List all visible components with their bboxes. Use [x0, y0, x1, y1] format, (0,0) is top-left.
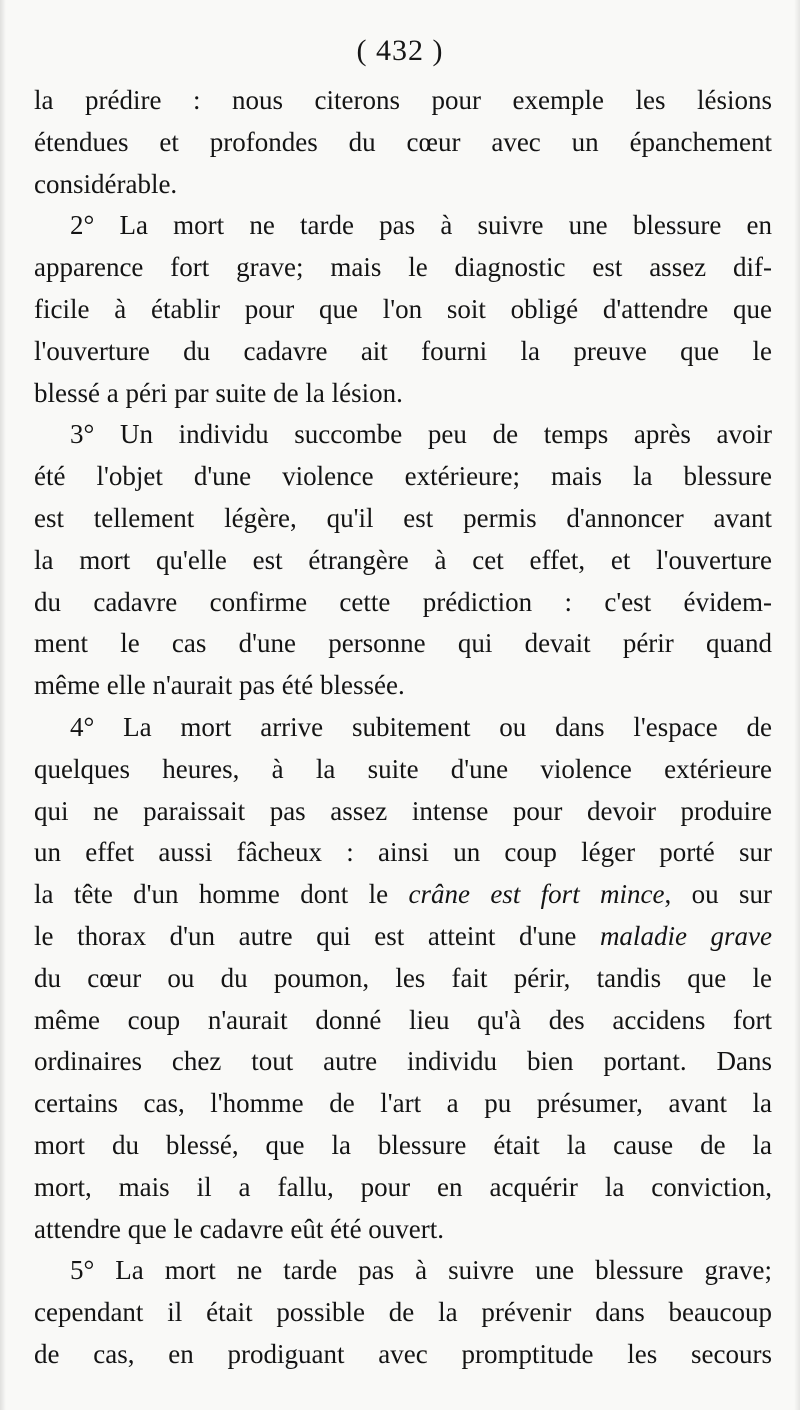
italic-phrase: maladie grave — [599, 920, 772, 951]
text-fragment: la tête d'un homme dont le — [34, 879, 409, 910]
text-line: apparence fort grave; mais le diagnostic est assez dif- — [34, 252, 772, 283]
text-line: même coup n'aurait donné lieu qu'à des accidens fort — [34, 1004, 772, 1035]
text-line: mort du blessé, que la blessure était la cause de la — [34, 1129, 772, 1160]
text-line: est tellement légère, qu'il est permis d'annoncer avant — [34, 502, 772, 533]
text-line: été l'objet d'une violence extérieure; mais la blessure — [34, 461, 772, 492]
text-line: cependant il était possible de la prévenir dans beaucoup — [34, 1297, 772, 1328]
text-line: même elle n'aurait pas été blessée. — [34, 670, 405, 701]
paragraph-5-first-line: 5° La mort ne tarde pas à suivre une blessure grave; — [70, 1255, 772, 1286]
page-shadow-right — [794, 0, 800, 1410]
text-line: quelques heures, à la suite d'une violence extérieure — [34, 753, 772, 784]
text-line: attendre que le cadavre eût été ouvert. — [34, 1213, 445, 1244]
page-shadow-left — [0, 0, 6, 1410]
text-line: qui ne paraissait pas assez intense pour devoir produire — [34, 795, 772, 826]
text-line: mort, mais il a fallu, pour en acquérir la conviction, — [34, 1171, 772, 1202]
text-line-with-italic — [34, 874, 772, 916]
text-line: la mort qu'elle est étrangère à cet effet, et l'ouverture — [34, 544, 772, 575]
text-fragment: le thorax d'un autre qui est atteint d'une — [34, 920, 600, 951]
italic-phrase: crâne est fort mince — [408, 879, 665, 910]
body-text — [34, 80, 772, 1376]
paragraph-3-first-line: 3° Un individu succombe peu de temps après avoir — [70, 419, 772, 450]
text-line: considérable. — [34, 168, 178, 199]
paragraph-2-first-line: 2° La mort ne tarde pas à suivre une blessure en — [70, 210, 772, 241]
text-line: blessé a péri par suite de la lésion. — [34, 377, 403, 408]
text-line: du cadavre confirme cette prédiction : c'est évidem- — [34, 586, 772, 617]
text-line: ordinaires chez tout autre individu bien portant. Dans — [34, 1046, 772, 1077]
text-line: du cœur ou du poumon, les fait périr, tandis que le — [34, 962, 772, 993]
paragraph-4-first-line: 4° La mort arrive subitement ou dans l'espace de — [70, 711, 772, 742]
text-line: étendues et profondes du cœur avec un épanchement — [34, 126, 772, 157]
page-number: ( 432 ) — [356, 34, 444, 67]
text-line: la prédire : nous citerons pour exemple les lésions — [34, 85, 772, 115]
text-line: ment le cas d'une personne qui devait périr quand — [34, 628, 772, 659]
text-line: un effet aussi fâcheux : ainsi un coup léger porté sur — [34, 837, 772, 868]
text-line-with-italic — [34, 916, 772, 958]
text-line: ficile à établir pour que l'on soit obligé d'attendre que — [34, 293, 772, 324]
text-line: l'ouverture du cadavre ait fourni la preuve que le — [34, 335, 772, 366]
text-line: de cas, en prodiguant avec promptitude les secours — [34, 1338, 772, 1369]
text-line: certains cas, l'homme de l'art a pu présumer, avant la — [34, 1088, 772, 1119]
text-fragment: , ou sur — [664, 879, 772, 910]
